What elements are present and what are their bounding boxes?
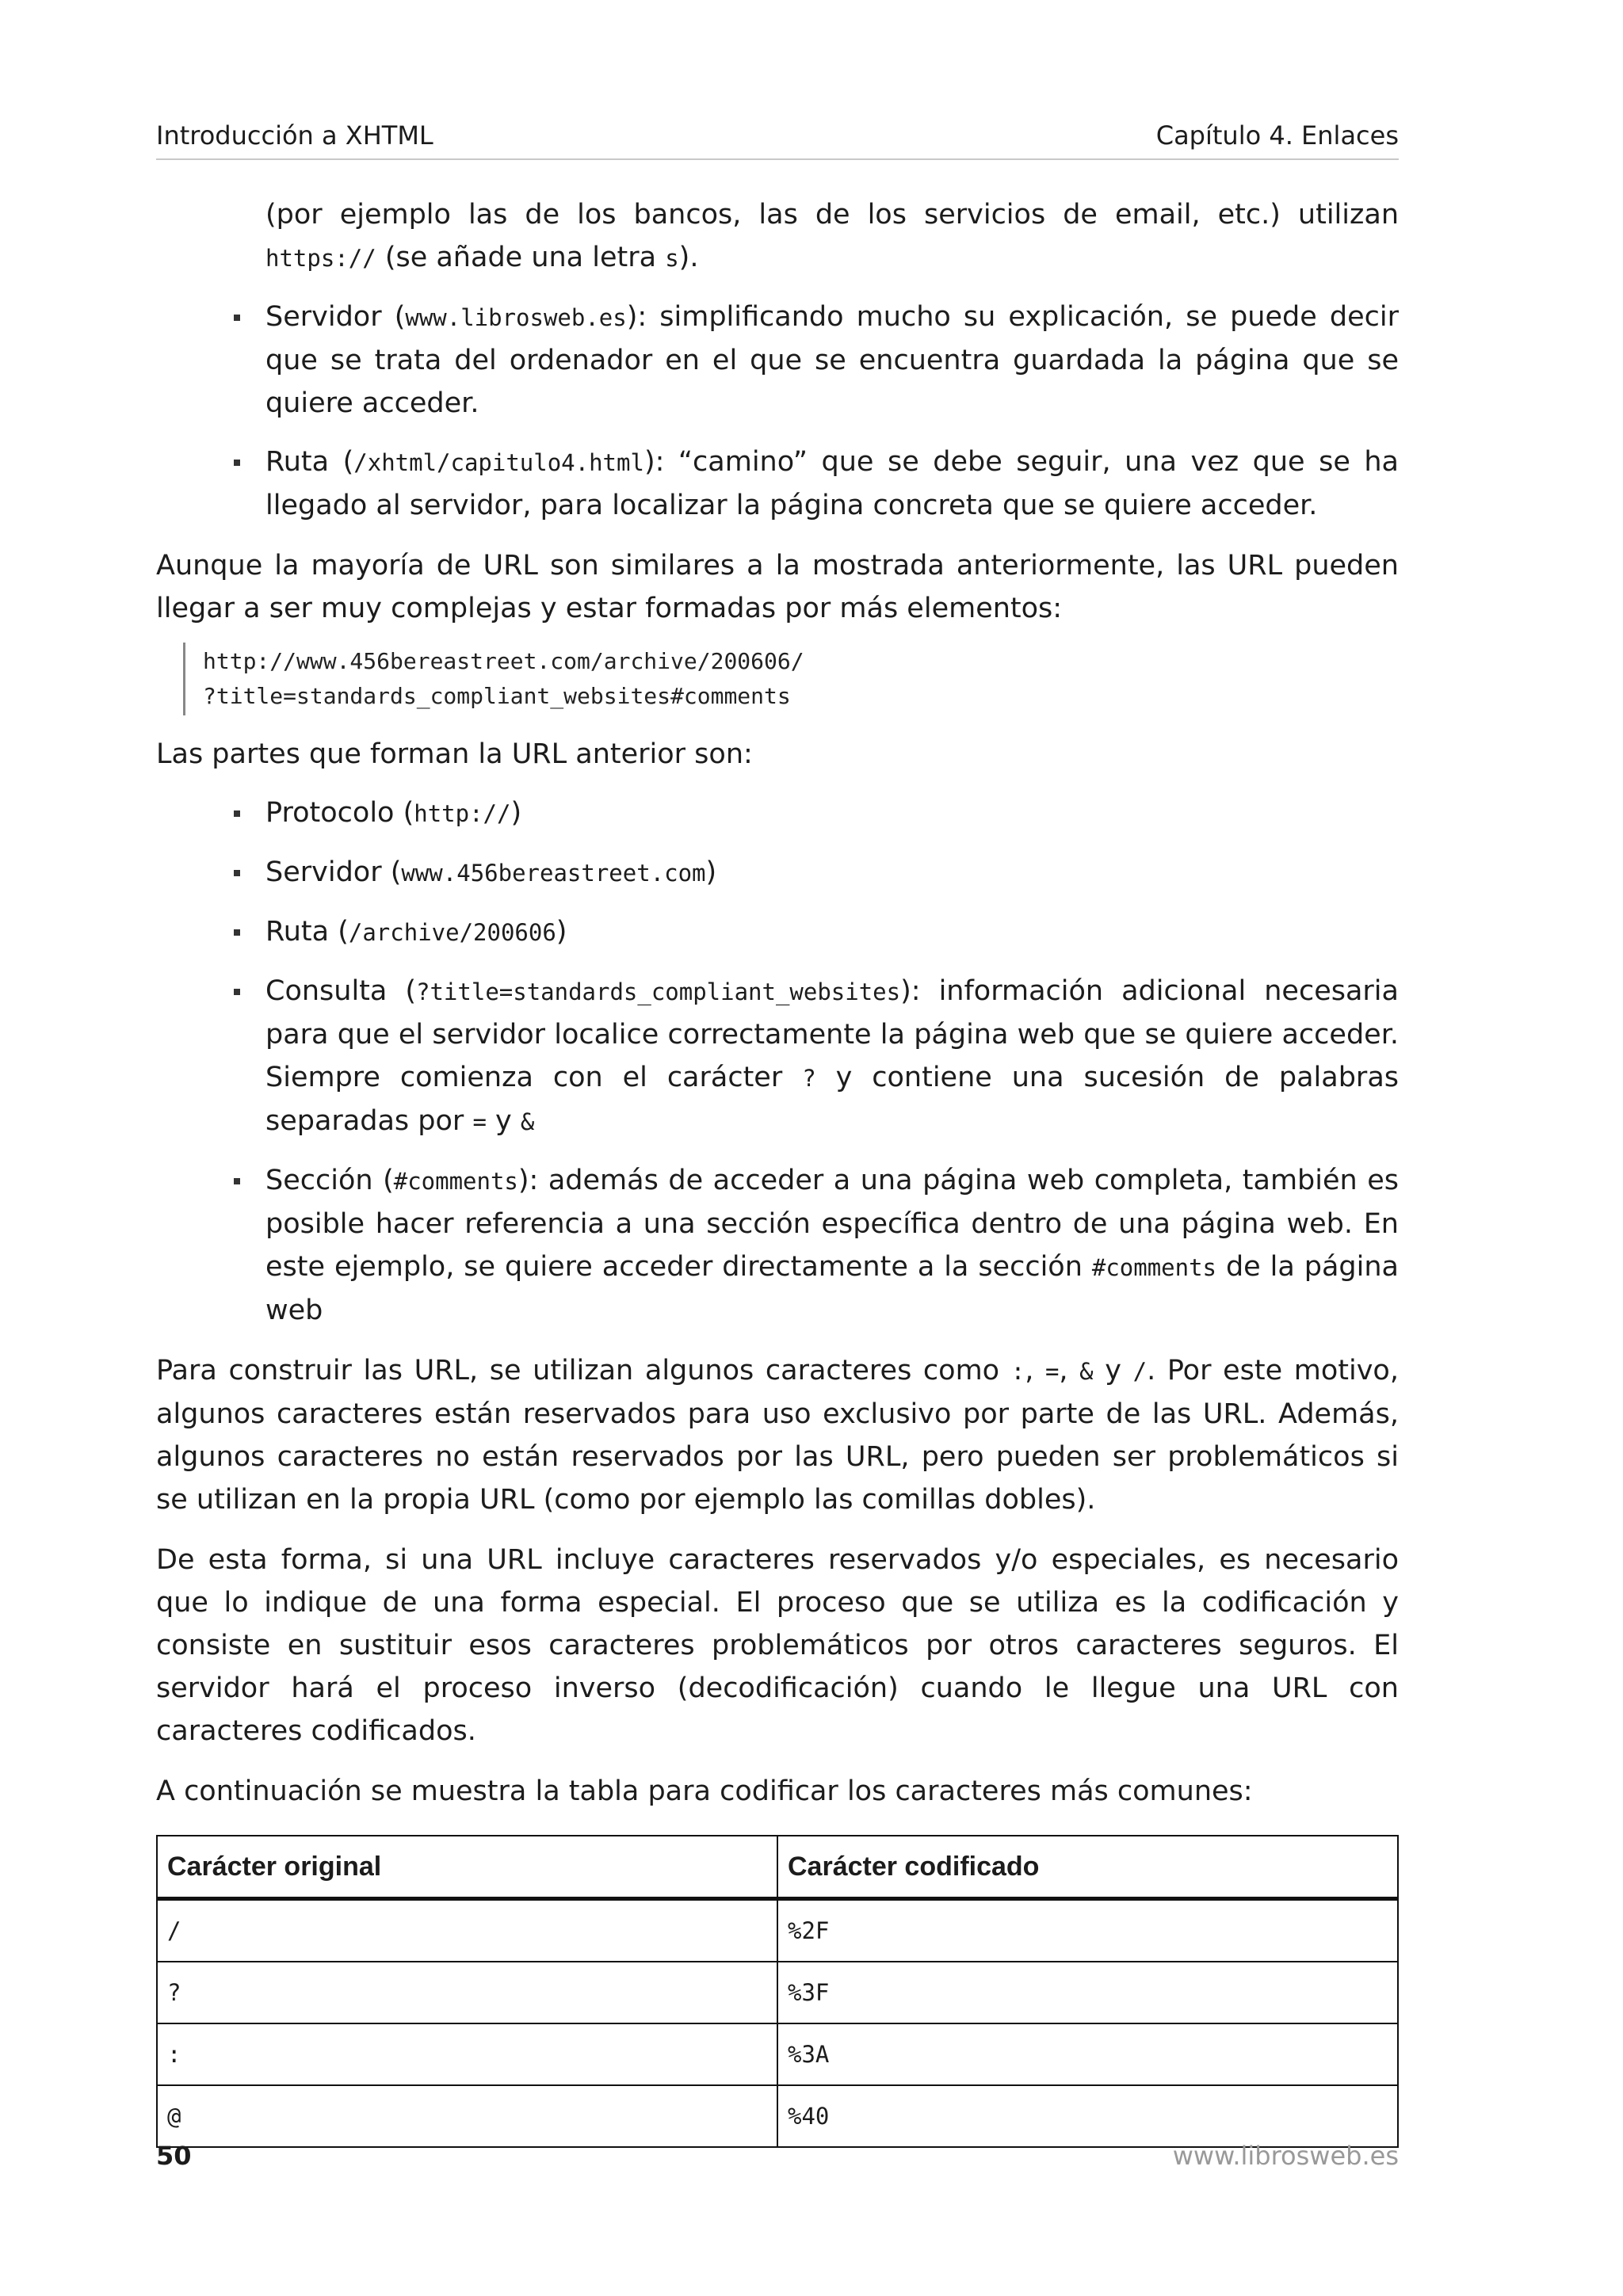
paragraph: De esta forma, si una URL incluye caracteres reservados y/o especiales, es necesario que lo indique de una forma especial. El proceso que se utiliza es la codificación y consiste en sustituir esos caracteres problemáticos por otros caracteres seguros. El servidor hará el proceso inverso (decodificación) cuando le llegue una URL con caracteres codificados.: [156, 1544, 1399, 1747]
inline-code: :: [1010, 1358, 1025, 1385]
list-item: Sección (#comments): además de acceder a una página web completa, también es posible hacer referencia a una sección específica dentro de una página web. En este ejemplo, se quiere acceder directamente a la sección #comments de la página web: [265, 1159, 1399, 1332]
page-header: [156, 117, 1399, 160]
inline-code: #comments: [393, 1168, 518, 1195]
table-cell: /: [157, 1899, 777, 1962]
table-cell: ?: [157, 1962, 777, 2023]
table-cell: %3F: [777, 1962, 1398, 2023]
header-book-title: Introducción a XHTML: [156, 120, 433, 151]
inline-code: s: [665, 245, 679, 272]
table-cell: @: [157, 2085, 777, 2147]
table-cell: %3A: [777, 2023, 1398, 2085]
paragraph: Aunque la mayoría de URL son similares a la mostrada anteriormente, las URL pueden llegar a ser muy complejas y estar formadas por más elementos:: [156, 550, 1399, 624]
page-content: [156, 193, 1399, 2148]
inline-code: =: [1044, 1358, 1060, 1385]
list-item-continuation: (por ejemplo las de los bancos, las de los servicios de email, etc.) utilizan https:// (se añade una letra s).: [265, 199, 1399, 273]
column-header: Carácter codificado: [777, 1836, 1398, 1899]
inline-code: www.librosweb.es: [405, 304, 627, 331]
page-number: 50: [156, 2141, 192, 2171]
list-item: Ruta (/archive/200606): [265, 910, 1399, 954]
column-header: Carácter original: [157, 1836, 777, 1899]
inline-code: ?: [802, 1065, 816, 1092]
table-row: [157, 2023, 1398, 2085]
inline-code: &: [1079, 1358, 1094, 1385]
inline-code: &: [520, 1108, 535, 1135]
inline-code: /archive/200606: [348, 919, 556, 946]
list-item: Servidor (www.librosweb.es): simplificando mucho su explicación, se puede decir que se trata del ordenador en el que se encuentra guardada la página que se quiere acceder.: [265, 296, 1399, 425]
list-item: Protocolo (http://): [265, 791, 1399, 835]
footer-website: www.librosweb.es: [1172, 2141, 1399, 2171]
inline-code: www.456bereastreet.com: [401, 860, 706, 887]
paragraph: Para construir las URL, se utilizan algunos caracteres como :, =, & y /. Por este motivo, algunos caracteres están reservados para uso exclusivo por parte de las URL. Además, algunos caracteres no están reservados por las URL, pero pueden ser problemáticos si se utilizan en la propia URL (como por ejemplo las comillas dobles).: [156, 1355, 1399, 1516]
inline-code: /: [1132, 1358, 1148, 1385]
table-cell: :: [157, 2023, 777, 2085]
table-cell: %2F: [777, 1899, 1398, 1962]
inline-code: https://: [265, 245, 376, 272]
inline-code: /xhtml/capitulo4.html: [353, 449, 644, 476]
paragraph: A continuación se muestra la tabla para codificar los caracteres más comunes:: [156, 1775, 1253, 1807]
code-block: http://www.456bereastreet.com/archive/200606/ ?title=standards_compliant_websites#comments: [183, 643, 1399, 715]
encoding-table: [156, 1835, 1399, 2148]
paragraph: Las partes que forman la URL anterior son:: [156, 738, 753, 770]
header-chapter-title: Capítulo 4. Enlaces: [1155, 120, 1399, 151]
list-item: Ruta (/xhtml/capitulo4.html): “camino” que se debe seguir, una vez que se ha llegado al servidor, para localizar la página concreta que se quiere acceder.: [265, 441, 1399, 527]
table-row: [157, 1899, 1398, 1962]
url-parts-list-1: [156, 296, 1399, 527]
table-row: [157, 1962, 1398, 2023]
inline-code: #comments: [1091, 1254, 1216, 1281]
inline-code: ?title=standards_compliant_websites: [416, 978, 901, 1005]
inline-code: http://: [414, 800, 511, 827]
list-item: Servidor (www.456bereastreet.com): [265, 851, 1399, 894]
url-parts-list-2: [156, 791, 1399, 1332]
table-cell: %40: [777, 2085, 1398, 2147]
inline-code: =: [472, 1108, 487, 1135]
table-header-row: [157, 1836, 1398, 1899]
table-row: [157, 2085, 1398, 2147]
list-item: Consulta (?title=standards_compliant_websites): información adicional necesaria para que el servidor localice correctamente la página web que se quiere acceder. Siempre comienza con el carácter ? y contiene una sucesión de palabras separadas por = y &: [265, 970, 1399, 1143]
